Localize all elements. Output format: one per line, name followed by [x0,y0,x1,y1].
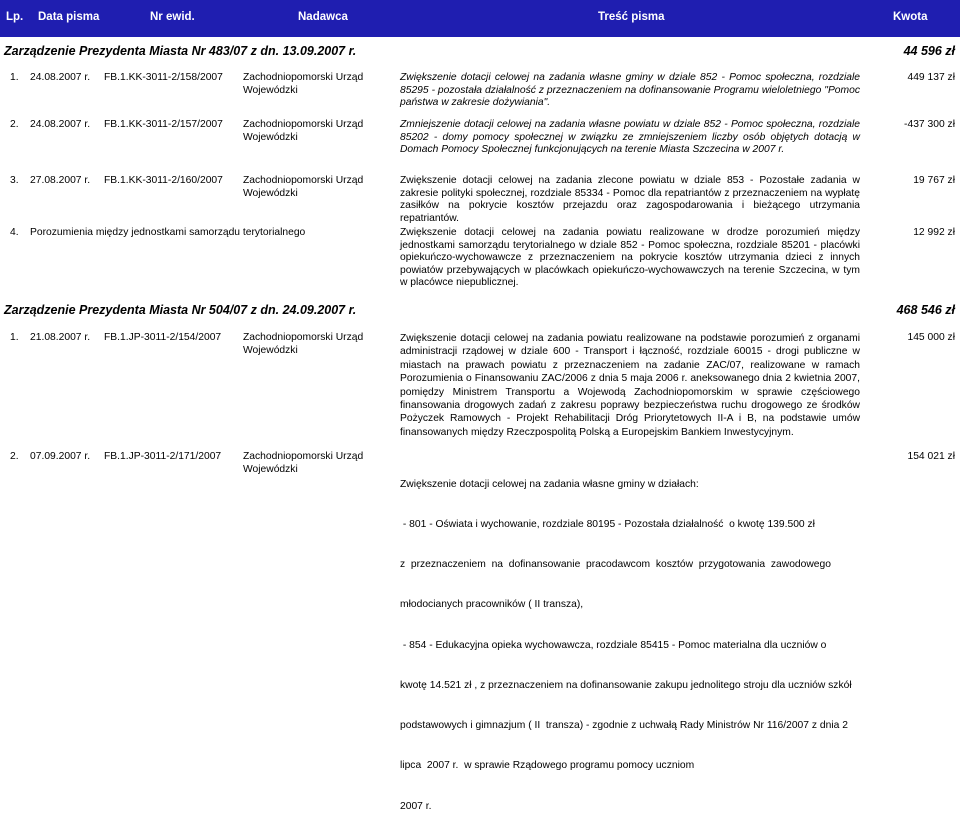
row-sender: Zachodniopomorski Urząd [243,332,364,343]
header-ref: Nr ewid. [150,11,195,23]
row-amount: 154 021 zł [907,451,955,462]
header-date: Data pisma [38,11,100,23]
row-lp: 2. [10,451,19,462]
row-ref: FB.1.KK-3011-2/160/2007 [104,175,223,186]
row-ref: FB.1.JP-3011-2/154/2007 [104,332,222,343]
description-line: 2007 r. [400,800,432,812]
row-sender-2: Wojewódzki [243,85,298,96]
row-lp: 3. [10,175,19,186]
row-lp: 1. [10,72,19,83]
header-lp: Lp. [6,11,24,23]
row-ref: FB.1.KK-3011-2/157/2007 [104,119,223,130]
row-description: Zwiększenie dotacji celowej na zadania własne gminy w dziale 852 - Pomoc społeczna, rozdziale 85295 - pozostała działalność z przeznaczeniem na dofinansowanie Programu wieloletniego "Pomoc państwa w zakresie dożywiania". [400,72,860,109]
row-date: 07.09.2007 r. [30,451,91,462]
row-amount: 449 137 zł [907,72,955,83]
row-ref: FB.1.JP-3011-2/171/2007 [104,451,222,462]
description-line: z przeznaczeniem na dofinansowanie pracodawcom kosztów przygotowania zawodowego [400,559,831,571]
row-sender: Porozumienia między jednostkami samorządu terytorialnego [30,227,306,238]
row-sender: Zachodniopomorski Urząd [243,451,364,462]
row-description: Zwiększenie dotacji celowej na zadania powiatu realizowane na podstawie porozumień z organami administracji rządowej w dziale 600 - Transport i łączność, rozdziale 60015 - drogi publiczne w miastach na prawach powiatu z przeznaczeniem na zadanie ZAC/07, realizowane w ramach Porozumienia o Finansowaniu ZAC/2006 z dnia 5 maja 2006 r. aneksowanego dnia 2 kwietnia 2007, pomiędzy Ministrem Transportu a Wojewodą Zachodniopomorskim w sprawie częściowego finansowania drogowych zadań z zakresu poprawy bezpieczeństwa ruchu drogowego ze środków Pożyczek Ramowych - Projekt Rehabilitacji Dróg Priorytetowych II-A i B, na podstawie umów finansowanych między Rzeczpospolitą Polską a Europejskim Bankiem Inwestycyjnym. [400,333,860,438]
header-sender: Nadawca [298,11,348,23]
row-ref: FB.1.KK-3011-2/158/2007 [104,72,223,83]
row-date: 24.08.2007 r. [30,119,91,130]
row-description [400,451,860,840]
description-line: młodocianych pracowników ( II transza), [400,599,584,611]
description-line: - 854 - Edukacyjna opieka wychowawcza, rozdziale 85415 - Pomoc materialna dla uczniów o [400,639,827,651]
row-date: 21.08.2007 r. [30,332,91,343]
row-lp: 2. [10,119,19,130]
row-description: Zmniejszenie dotacji celowej na zadania własne powiatu w dziale 852 - Pomoc społeczna, rozdziale 85202 - domy pomocy społecznej w związku ze zmniejszeniem liczby osób objętych dotacją w Domach Pomocy Społecznej funkcjonujących na terenie Miasta Szczecina w 2007 r. [400,119,860,156]
row-date: 24.08.2007 r. [30,72,91,83]
section-total: 468 546 zł [896,303,955,317]
description-line: - 801 - Oświata i wychowanie, rozdziale 80195 - Pozostała działalność o kwotę 139.500 zł [400,519,815,531]
section-title: Zarządzenie Prezydenta Miasta Nr 504/07 z dn. 24.09.2007 r. [4,303,357,317]
section-total: 44 596 zł [903,44,955,58]
row-lp: 1. [10,332,19,343]
header-content: Treść pisma [598,11,665,23]
row-sender: Zachodniopomorski Urząd [243,119,364,130]
row-sender: Zachodniopomorski Urząd [243,72,364,83]
section-title: Zarządzenie Prezydenta Miasta Nr 483/07 z dn. 13.09.2007 r. [4,44,357,58]
row-date: 27.08.2007 r. [30,175,91,186]
description-line: podstawowych i gimnazjum ( II transza) - zgodnie z uchwałą Rady Ministrów Nr 116/2007 z dnia 2 [400,720,848,732]
row-amount: 19 767 zł [913,175,955,186]
description-line: Zwiększenie dotacji celowej na zadania własne gminy w działach: [400,478,699,490]
row-sender: Zachodniopomorski Urząd [243,175,364,186]
row-sender-2: Wojewódzki [243,345,298,356]
row-description: Zwiększenie dotacji celowej na zadania powiatu realizowane w drodze porozumień między jednostkami samorządu terytorialnego w dziale 852 - Pomoc społeczna, rozdziale 85201 - placówki opiekuńczo-wychowawcze z przeznaczeniem na pokrycie kosztów utrzymania dzieci z innych powiatów przebywających w placówkach opiekuńczo-wychowawczych na terenie Szczecina, w tym w placówce niepublicznej. [400,227,860,289]
row-amount: 145 000 zł [907,332,955,343]
row-sender-2: Wojewódzki [243,132,298,143]
row-description: Zwiększenie dotacji celowej na zadania zlecone powiatu w dziale 853 - Pozostałe zadania w zakresie polityki społecznej, rozdziale 85334 - Pomoc dla repatriantów z przeznaczeniem na wypłatę zasiłków na pokrycie kosztów przejazdu oraz zagospodarowania i bieżącego utrzymania repatriantów. [400,175,860,224]
row-amount: 12 992 zł [913,227,955,238]
description-line: kwotę 14.521 zł , z przeznaczeniem na dofinansowanie zakupu jednolitego stroju dla uczniów szkół [400,679,852,691]
row-amount: -437 300 zł [904,119,955,130]
table-header [0,0,960,37]
row-sender-2: Wojewódzki [243,464,298,475]
header-amount: Kwota [893,11,928,23]
row-lp: 4. [10,227,19,238]
description-line: lipca 2007 r. w sprawie Rządowego programu pomocy uczniom [400,760,695,772]
row-sender-2: Wojewódzki [243,188,298,199]
